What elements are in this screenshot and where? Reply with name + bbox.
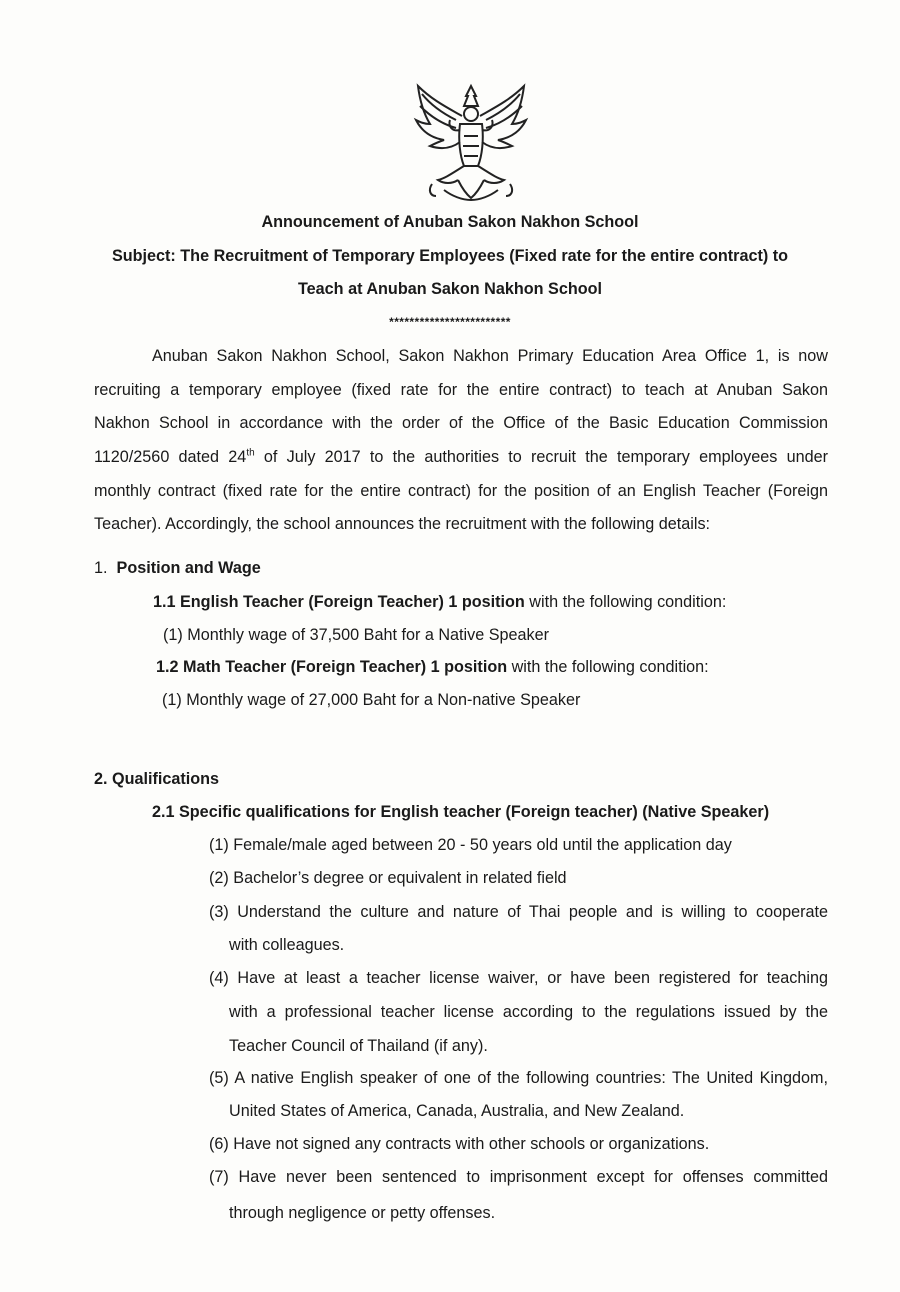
- qualification-5-line-2: United States of America, Canada, Australia, and New Zealand.: [229, 1102, 685, 1120]
- intro-line-1: Anuban Sakon Nakhon School, Sakon Nakhon Primary Education Area Office 1, is now: [152, 347, 828, 365]
- qualification-7-line-2: through negligence or petty offenses.: [229, 1204, 496, 1222]
- qualification-4-line-1: (4) Have at least a teacher license waiver, or have been registered for teaching: [209, 969, 828, 987]
- qualification-3-line-2: with colleagues.: [229, 936, 345, 954]
- position-1-2: 1.2 Math Teacher (Foreign Teacher) 1 position with the following condition:: [156, 658, 709, 676]
- position-1-1-condition: (1) Monthly wage of 37,500 Baht for a Native Speaker: [163, 626, 550, 644]
- qualification-6: (6) Have not signed any contracts with other schools or organizations.: [209, 1135, 710, 1153]
- section-2-1-heading: 2.1 Specific qualifications for English teacher (Foreign teacher) (Native Speaker): [152, 803, 770, 821]
- intro-line-3: Nakhon School in accordance with the order of the Office of the Basic Education Commission: [94, 414, 828, 432]
- separator-stars: ************************: [389, 315, 511, 329]
- position-1-2-condition: (1) Monthly wage of 27,000 Baht for a Non-native Speaker: [162, 691, 581, 709]
- intro-line-5: monthly contract (fixed rate for the entire contract) for the position of an English Teacher (Foreign: [94, 482, 828, 500]
- qualification-7-line-1: (7) Have never been sentenced to imprisonment except for offenses committed: [209, 1168, 828, 1186]
- garuda-emblem-icon: [408, 80, 534, 204]
- intro-line-2: recruiting a temporary employee (fixed rate for the entire contract) to teach at Anuban Sakon: [94, 381, 828, 399]
- qualification-4-line-2: with a professional teacher license according to the regulations issued by the: [229, 1003, 828, 1021]
- section-1-heading: [94, 558, 261, 578]
- intro-line-4: 1120/2560 dated 24th of July 2017 to the authorities to recruit the temporary employees under: [94, 447, 829, 466]
- announcement-title: Announcement of Anuban Sakon Nakhon School: [261, 213, 639, 231]
- qualification-4-line-3: Teacher Council of Thailand (if any).: [229, 1037, 488, 1055]
- section-1-title: Position and Wage: [116, 559, 261, 577]
- superscript-th: th: [246, 447, 255, 459]
- qualification-1: (1) Female/male aged between 20 - 50 years old until the application day: [209, 836, 732, 854]
- subject-line-1: Subject: The Recruitment of Temporary Employees (Fixed rate for the entire contract) to: [111, 247, 789, 265]
- section-2-heading: 2. Qualifications: [94, 770, 220, 788]
- section-1-number: 1.: [94, 559, 108, 577]
- qualification-3-line-1: (3) Understand the culture and nature of Thai people and is willing to cooperate: [209, 903, 828, 921]
- qualification-5-line-1: (5) A native English speaker of one of the following countries: The United Kingdom,: [209, 1069, 828, 1087]
- position-1-1: 1.1 English Teacher (Foreign Teacher) 1 position with the following condition:: [153, 593, 727, 611]
- subject-line-2: Teach at Anuban Sakon Nakhon School: [297, 280, 602, 298]
- qualification-2: (2) Bachelor’s degree or equivalent in related field: [209, 869, 567, 887]
- intro-line-6: Teacher). Accordingly, the school announces the recruitment with the following details:: [94, 515, 711, 533]
